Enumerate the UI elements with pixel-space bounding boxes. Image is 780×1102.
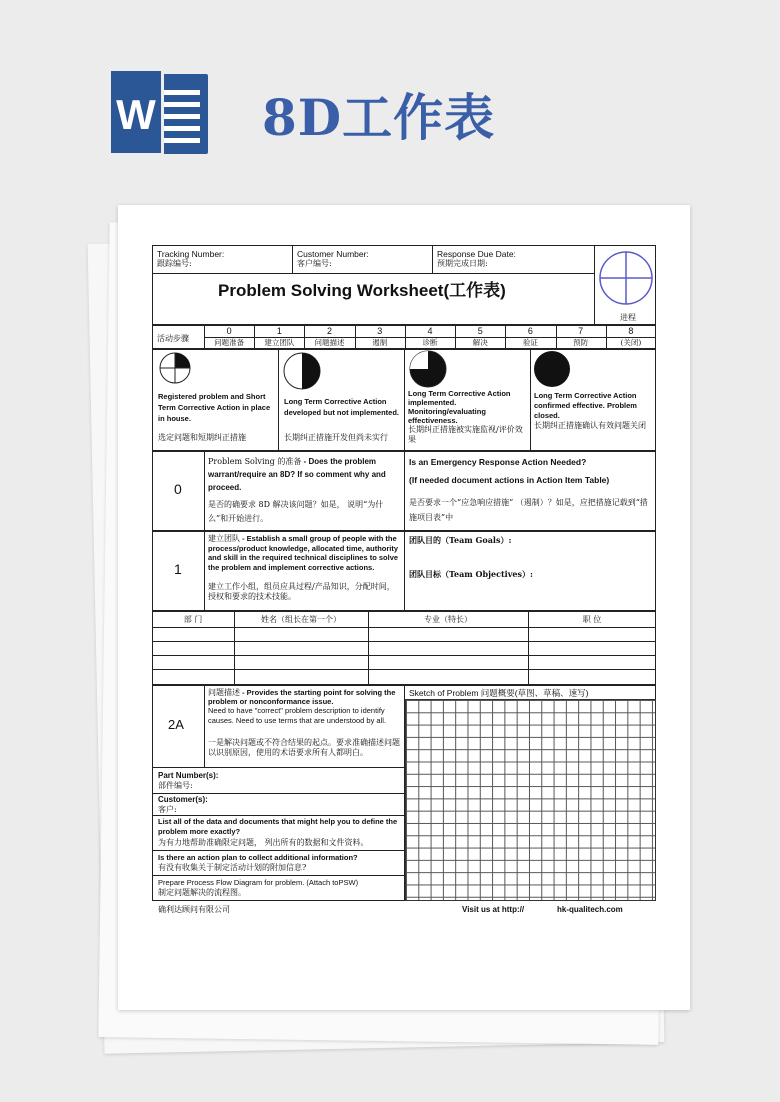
- step-2a-number: 2A: [168, 717, 184, 732]
- customers-label-cn: 客户:: [158, 805, 177, 814]
- worksheet-title: Problem Solving Worksheet(工作表): [218, 281, 506, 300]
- stage-3-text: Long Term Corrective Action implemented. Monitoring/evaluating effectiveness.: [408, 389, 511, 425]
- stage-3-cn: 长期纠正措施被实施监视/评价效果: [408, 425, 523, 444]
- due-date-label-cn: 预期完成日期:: [437, 259, 488, 268]
- list-data-label-cn: 为有力地帮助准确限定问题， 列出所有的数据和文件资料。: [158, 838, 369, 847]
- due-date-label: Response Due Date:: [437, 249, 516, 259]
- header: [0, 0, 780, 200]
- team-col-dept: 部 门: [183, 615, 203, 624]
- customer-label-cn: 客户编号:: [297, 259, 332, 268]
- tracking-label-cn: 跟踪编号:: [157, 259, 192, 268]
- word-icon: [108, 68, 208, 156]
- stage-2-cn: 长期纠正措施开发但尚未实行: [284, 433, 388, 442]
- company-name: 确利达顾问有限公司: [158, 905, 230, 914]
- row0-right-note: (If needed document actions in Action Item Table): [409, 475, 610, 485]
- step-2-label: 问题描述: [314, 338, 345, 347]
- half-pie-icon: [282, 351, 322, 391]
- flow-diagram-label-cn: 制定问题解决的流程图。: [158, 888, 246, 897]
- step-3-label: 遏制: [372, 338, 388, 347]
- step-4-number: 4: [427, 326, 433, 336]
- steps-label: 活动步骤: [157, 334, 189, 343]
- row0-left-en: - Does the problem warrant/require an 8D? If so comment why and proceed.: [208, 457, 386, 492]
- step-7-label: 预防: [573, 338, 589, 347]
- sketch-label: Sketch of Problem 问题概要(草图、草稿、速写): [409, 688, 589, 698]
- stage-4-text: Long Term Corrective Action confirmed effective. Problem closed.: [534, 391, 637, 420]
- row1-left-cn2: 建立工作小组，组员应具过程/产品知识，分配时间，授权和要求的技术技能。: [208, 582, 395, 601]
- row2a-desc-en2: Need to have "correct" problem description to identify causes. Need to use terms that are understood by all.: [208, 706, 387, 725]
- action-plan-label: Is there an action plan to collect additional information?: [158, 853, 358, 862]
- step-6-number: 6: [527, 326, 533, 336]
- step-3-number: 3: [377, 326, 383, 336]
- step-2-number: 2: [327, 326, 333, 336]
- row1-left-en: - Establish a small group of people with the process/product knowledge, allocated time, authority and skill in the required technical disciplines to solve the problem and implement corrective actions.: [208, 534, 399, 572]
- step-1-number: 1: [276, 326, 282, 336]
- three-quarter-pie-icon: [408, 349, 448, 389]
- word-letter: W: [108, 68, 164, 156]
- step-1-label: 建立团队: [264, 338, 295, 347]
- quarter-pie-icon: [158, 351, 192, 385]
- part-number-label-cn: 部件编号:: [158, 781, 193, 790]
- team-col-position: 职 位: [582, 615, 602, 624]
- row2a-desc-cn2: 一是解决问题或不符合结果的起点。要求准确描述问题以识别原因，使用的术语要求所有人都明白。: [208, 738, 400, 757]
- progress-circle-icon: [598, 248, 654, 308]
- step-7-number: 7: [578, 326, 584, 336]
- stage-4-cn: 长期纠正措施确认有效问题关闭: [534, 421, 646, 430]
- stage-1-cn: 选定问题和短期纠正措施: [158, 433, 246, 442]
- row0-left-cn2: 是否的确要求 8D 解决该问题？如是， 说明“为什么”和开始进行。: [208, 500, 384, 523]
- step-0-number: 0: [226, 326, 232, 336]
- step-4-label: 诊断: [422, 338, 438, 347]
- row2a-desc-en: - Provides the starting point for solving the problem or nonconformance issue.: [208, 688, 396, 706]
- row2a-desc-cn: 问题描述: [208, 688, 240, 697]
- customer-label: Customer Number:: [297, 249, 369, 259]
- stage-2-text: Long Term Corrective Action developed but not implemented.: [284, 397, 400, 417]
- row0-right-cn: 是否要求一个“应急响应措施” （遏制）？如是，应把措施记载到“措施项目表”中: [409, 498, 648, 522]
- step-6-label: 验证: [522, 338, 538, 347]
- step-8-label: (关闭): [620, 338, 642, 347]
- tracking-label: Tracking Number:: [157, 249, 225, 259]
- step-5-number: 5: [477, 326, 483, 336]
- visit-link[interactable]: Visit us at http://: [462, 905, 525, 914]
- sketch-grid: [405, 699, 656, 901]
- row0-right-q: Is an Emergency Response Action Needed?: [409, 457, 587, 467]
- step-1-number: 1: [174, 561, 182, 577]
- flow-diagram-label: Prepare Process Flow Diagram for problem. (Attach toPSW): [158, 878, 359, 887]
- part-number-label: Part Number(s):: [158, 771, 219, 780]
- action-plan-label-cn: 有没有收集关于制定活动计划的附加信息?: [158, 863, 307, 872]
- full-pie-icon: [532, 349, 572, 389]
- row1-left-cn: 建立团队: [208, 534, 240, 543]
- website[interactable]: hk-qualitech.com: [557, 905, 623, 914]
- step-8-number: 8: [628, 326, 634, 336]
- progress-label: 进程: [620, 313, 636, 322]
- row0-left-cn: Problem Solving 的准备: [208, 457, 302, 466]
- list-data-label: List all of the data and documents that might help you to define the problem more exactly?: [158, 817, 398, 836]
- step-0-label: 问题准备: [214, 338, 245, 347]
- team-goals-label: 团队目的（Team Goals）:: [409, 535, 512, 545]
- team-col-skill: 专业（特长）: [424, 615, 472, 624]
- step-5-label: 解决: [472, 338, 488, 347]
- team-col-name: 姓名（组长在第一个）: [261, 615, 341, 624]
- customers-label: Customer(s):: [158, 795, 208, 804]
- stage-1-text: Registered problem and Short Term Corrective Action in place in house.: [158, 392, 271, 423]
- step-0-number: 0: [174, 481, 182, 497]
- page-title: 8D工作表: [262, 88, 496, 147]
- team-objectives-label: 团队目标（Team Objectives）:: [409, 569, 533, 579]
